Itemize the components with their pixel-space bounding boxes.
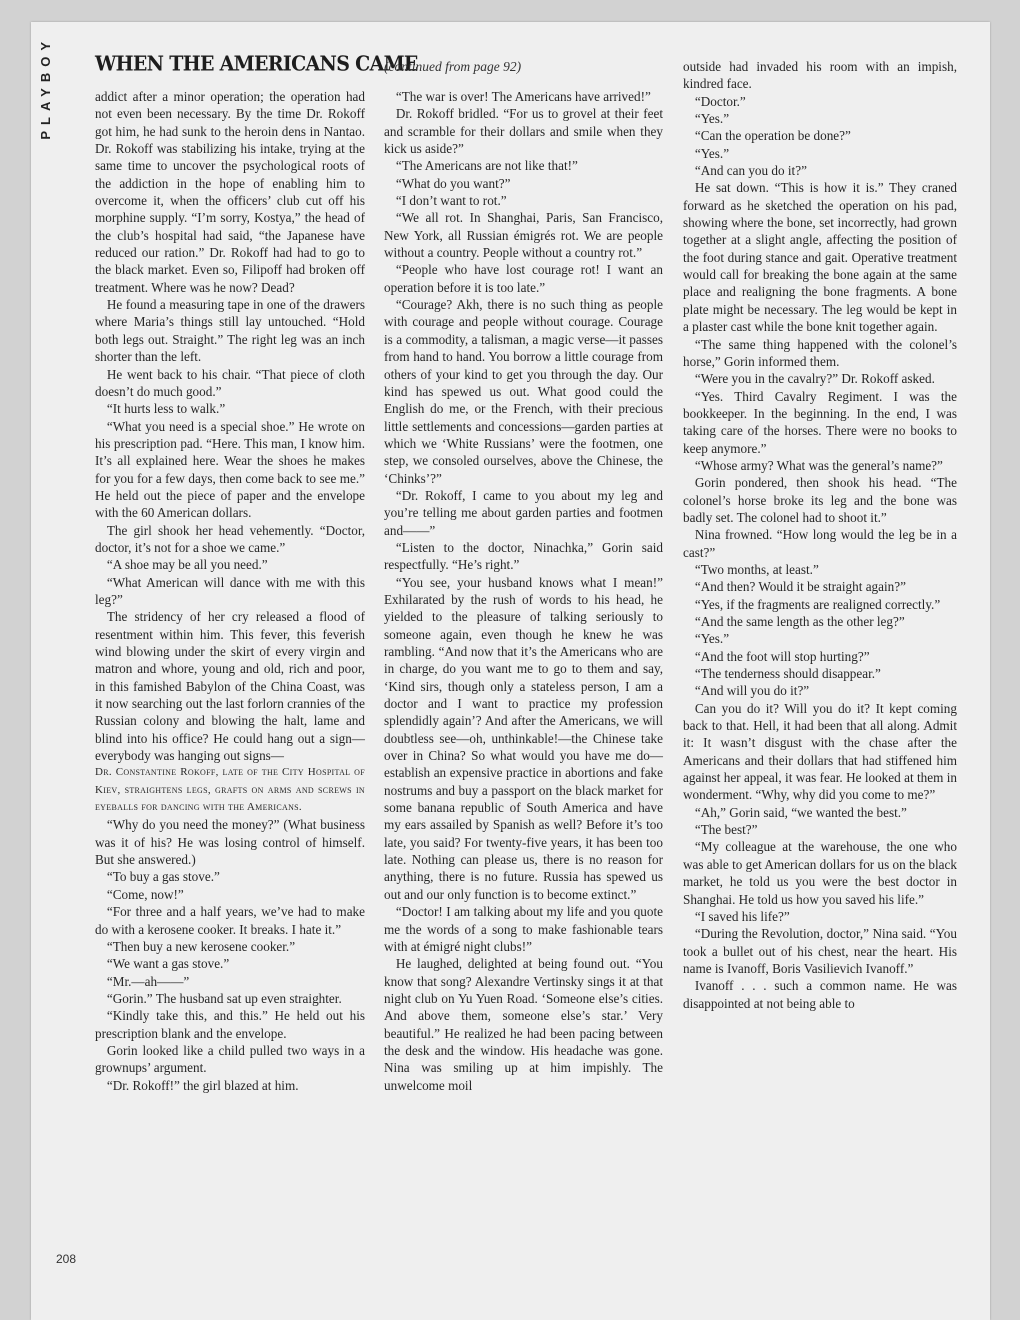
paragraph: “And then? Would it be straight again?” bbox=[694, 579, 906, 595]
paragraph: Nina frowned. “How long would the leg be in a cast?” bbox=[683, 527, 957, 560]
paragraph: “And the foot will stop hurting?” bbox=[694, 648, 870, 664]
paragraph: “Yes, if the fragments are realigned correctly.” bbox=[694, 596, 941, 612]
paragraph: Gorin looked like a child pulled two ways in a grownups’ argument. bbox=[95, 1042, 365, 1076]
paragraph: “Gorin.” The husband sat up even straighter. bbox=[106, 990, 342, 1006]
paragraph: “Yes. Third Cavalry Regiment. I was the bookkeeper. In the beginning. In the end, I was taking care of the horses. There were no books to keep anymore.” bbox=[683, 388, 957, 456]
paragraph: “Whose army? What was the general’s name?” bbox=[694, 457, 943, 473]
paragraph: “Doctor! I am talking about my life and you quote me the words of a song to make fashionable tears with at émigré night clubs!” bbox=[384, 904, 663, 954]
paragraph: outside had invaded his room with an impish, kindred face. bbox=[683, 59, 957, 92]
paragraph: “Can the operation be done?” bbox=[694, 128, 851, 144]
paragraph: “The Americans are not like that!” bbox=[395, 158, 578, 174]
paragraph: “And can you do it?” bbox=[694, 163, 807, 179]
paragraph: Can you do it? Will you do it? It kept coming back to that. Hell, it had been that all along. Admit it: It wasn’t disgust with the chase after the Americans and their dollars that had stiffened him against her appeal, it was fear. He looked at them in wonderment. “Why, why did you come to me?” bbox=[683, 700, 957, 803]
paragraph: “For three and a half years, we’ve had to make do with a kerosene cooker. It breaks. I hate it.” bbox=[95, 904, 365, 937]
paragraph: “My colleague at the warehouse, the one who was able to get American dollars for us on the black market, he told us you were the best doctor in Shanghai. He told us how you saved his life.” bbox=[683, 839, 957, 907]
paragraph: Gorin pondered, then shook his head. “The colonel’s horse broke its leg and the bone was badly set. The colonel had to shoot it.” bbox=[683, 475, 957, 525]
text-column-2 bbox=[384, 88, 663, 1094]
paragraph: “We want a gas stove.” bbox=[106, 956, 230, 972]
paragraph: The girl shook her head vehemently. “Doctor, doctor, it’s not for a shoe we came.” bbox=[95, 522, 365, 555]
paragraph: “Courage? Akh, there is no such thing as people with courage and people without courage. Courage is a commodity, a talisman, a magic verse—it passes from hand to hand. You borrow a little courage from others of your kind to get you through the day. Our kind has spewed us out. What good could the English do me, or the French, with their precious little settlements and concessions—garden parties at which we ‘White Russians’ were the footmen, one step, we consoled ourselves, above the Chinese, the ‘Chinks’?” bbox=[384, 297, 663, 486]
paragraph: “Yes.” bbox=[694, 145, 730, 161]
continued-note: (continued from page 92) bbox=[384, 59, 522, 74]
paragraph: “Dr. Rokoff!” the girl blazed at him. bbox=[106, 1077, 299, 1093]
paragraph: “What American will dance with me with this leg?” bbox=[95, 574, 365, 607]
paragraph: “I saved his life?” bbox=[694, 908, 790, 924]
paragraph: He went back to his chair. “That piece of cloth doesn’t do much good.” bbox=[95, 366, 365, 399]
text-column-3 bbox=[683, 58, 957, 1012]
paragraph: “The tenderness should disappear.” bbox=[694, 666, 881, 682]
paragraph: “Kindly take this, and this.” He held out his prescription blank and the envelope. bbox=[95, 1008, 365, 1041]
paragraph: “And the same length as the other leg?” bbox=[694, 614, 905, 629]
paragraph: “People who have lost courage rot! I want an operation before it is too late.” bbox=[384, 262, 663, 295]
paragraph: Ivanoff . . . such a common name. He was disappointed at not being able to bbox=[683, 978, 957, 1011]
paragraph: addict after a minor operation; the operation had not even been necessary. By the time Dr. Rokoff got him, he had sunk to the heroin dens in Nantao. Dr. Rokoff was stabilizing his intake, trying at the same time to uncover the psychological roots of the addiction in the hope of enabling him to overcome it, when the officers’ club cut off his morphine supply. “I’m sorry, Kostya,” the head of the club’s hospital had said, “the Japanese have reduced our ration.” Dr. Rokoff had had to go to the black market. Even so, Filipoff had broken off treatment. Where was he now? Dead? bbox=[95, 89, 365, 295]
paragraph: “What you need is a special shoe.” He wrote on his prescription pad. “Here. This man, I know him. It’s all explained here. Wear the shoes he makes for you for a few days, then come back to see me.” He held out the piece of paper and the envelope with the 60 American dollars. bbox=[95, 418, 365, 521]
paragraph: “Listen to the doctor, Ninachka,” Gorin said respectfully. “He’s right.” bbox=[384, 539, 663, 573]
paragraph: “Two months, at least.” bbox=[694, 561, 819, 577]
paragraph: He sat down. “This is how it is.” They craned forward as he sketched the operation on his pad, showing where the bone, set incorrectly, had grown together at a slight angle, affecting the position of the foot during stance and gait. Operative treatment would call for breaking the bone again at the same place and realigning the bone fragments. A bone plate might be necessary. The leg would be kept in a plaster cast while the bone knit together again. bbox=[683, 180, 957, 335]
paragraph: “What do you want?” bbox=[395, 175, 511, 191]
paragraph: “Mr.—ah——” bbox=[106, 973, 190, 989]
paragraph: “We all rot. In Shanghai, Paris, San Francisco, New York, all Russian émigrés rot. We are people without a country. People without a country rot.” bbox=[384, 210, 663, 261]
paragraph: “You see, your husband knows what I mean!” Exhilarated by the rush of words to his head, he yielded to the pleasure of talking seriously to someone again, even though he knew he was rambling. “And now that it’s the Americans who are in charge, do you want me to go to them and say, ‘Kind sirs, though only a stateless person, I am a doctor and I want to practice my profession splendidly again’? And after the Americans, we will doubtless see—oh, unthinkable!—the Chinese take over in China? So what would you have me do—establish an expensive practice in abortions and fake nostrums and buy a passport on the black market for some banana republic of South America and have my ears assailed by Spanish as well? Before it’s too late, you said? For twenty-five years, it has been too late. Nothing can please us, there is no reason for anything, there is no future. Russia has spewed us out and our only function is to become extinct.” bbox=[384, 574, 663, 902]
paragraph: Dr. Rokoff bridled. “For us to grovel at their feet and scramble for their dollars and smile when they kick us aside?” bbox=[384, 106, 663, 157]
paragraph: “Ah,” Gorin said, “we wanted the best.” bbox=[694, 804, 907, 820]
paragraph: “And will you do it?” bbox=[694, 683, 810, 699]
paragraph: He laughed, delighted at being found out. “You know that song? Alexandre Vertinsky sings it at that night club on Yu Yuen Road. ‘Someone else’s cities. And above them, someone else’s star.’ Very beautiful.” He realized he had been pacing between the desk and the window. His headache was gone. Nina was smiling up at him impishly. The unwelcome moil bbox=[384, 956, 663, 1093]
paragraph: “I don’t want to rot.” bbox=[395, 193, 507, 209]
paragraph: “Were you in the cavalry?” Dr. Rokoff asked. bbox=[694, 371, 935, 387]
paragraph: “The same thing happened with the colonel’s horse,” Gorin informed them. bbox=[683, 336, 957, 369]
paragraph: “It hurts less to walk.” bbox=[106, 401, 226, 417]
paragraph: “Then buy a new kerosene cooker.” bbox=[106, 938, 296, 954]
paragraph: “During the Revolution, doctor,” Nina said. “You took a bullet out of his chest, near the heart. His name is Ivanoff, Boris Vasilievich Ivanoff.” bbox=[683, 926, 957, 976]
paragraph: “Doctor.” bbox=[694, 93, 746, 109]
masthead: PLAYBOY bbox=[38, 36, 53, 140]
paragraph: “A shoe may be all you need.” bbox=[106, 557, 268, 573]
paragraph: “The war is over! The Americans have arrived!” bbox=[395, 89, 651, 104]
paragraph: “Dr. Rokoff, I came to you about my leg and you’re telling me about garden parties and footmen and——” bbox=[384, 487, 663, 538]
paragraph: “To buy a gas stove.” bbox=[106, 869, 220, 885]
paragraph: “Why do you need the money?” (What business was it of his? He was losing control of himself. But she answered.) bbox=[95, 817, 365, 868]
sign-text: Dr. Constantine Rokoff, late of the City Hospital of Kiev, straightens legs, grafts on arms and screws in eyeballs for dancing with the Americans. bbox=[95, 766, 365, 814]
paragraph: He found a measuring tape in one of the drawers where Maria’s things still lay untouched. “Hold both legs out. Straight.” The right leg was an inch shorter than the left. bbox=[95, 297, 365, 365]
paragraph: “Yes.” bbox=[694, 111, 730, 127]
text-column-1 bbox=[95, 88, 365, 1094]
paragraph: “Yes.” bbox=[694, 631, 730, 647]
paragraph: The stridency of her cry released a flood of resentment within him. This fever, this feverish wind blowing under the skirt of every virgin and matron and whore, young and old, rich and poor, in this famished Babylon of the China Coast, was it now searching out the last forlorn crannies of the Russian colony and blowing the halt, lame and blind into his office? He could hang out a sign—everybody was hanging out signs— bbox=[95, 609, 365, 764]
paragraph: “Come, now!” bbox=[106, 886, 184, 902]
page-number: 208 bbox=[56, 1252, 77, 1266]
article-headline: WHEN THE AMERICANS CAME bbox=[95, 52, 418, 76]
paragraph: “The best?” bbox=[694, 822, 758, 838]
